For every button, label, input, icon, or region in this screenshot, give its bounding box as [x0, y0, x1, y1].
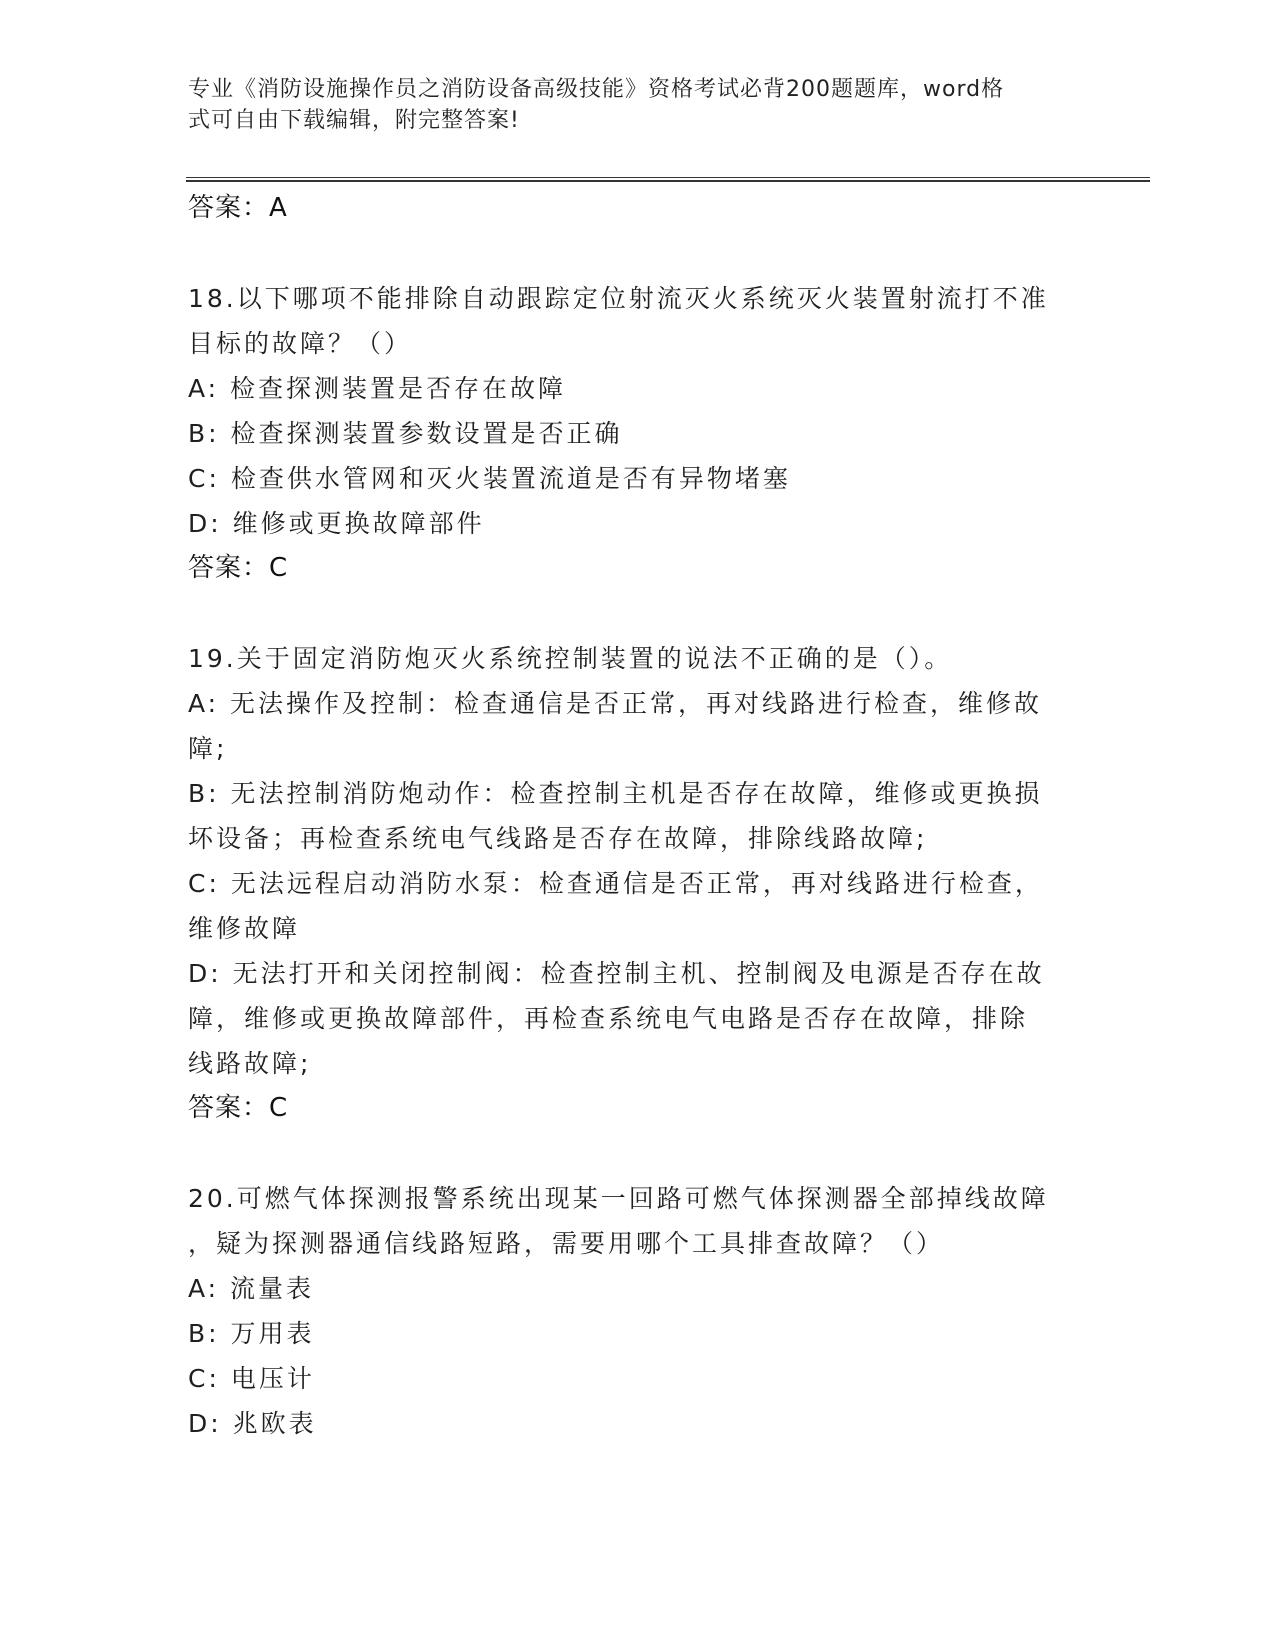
previous-answer: 答案：A — [188, 193, 288, 223]
question-stem-line: 目标的故障？（） — [188, 329, 413, 358]
spacer — [188, 591, 1088, 636]
option-a: A: 流量表 — [188, 1274, 315, 1303]
question-19 — [188, 636, 1088, 1131]
document-header — [188, 74, 1068, 136]
option-a-continued: 障; — [188, 734, 228, 763]
question-stem-line: 18.以下哪项不能排除自动跟踪定位射流灭火系统灭火装置射流打不准 — [188, 284, 1049, 313]
header-line-1: 专业《消防设施操作员之消防设备高级技能》资格考试必背200题题库，word格 — [188, 77, 1005, 102]
question-stem-line: 19.关于固定消防炮灭火系统控制装置的说法不正确的是（）。 — [188, 644, 953, 673]
spacer — [188, 231, 1088, 276]
question-18 — [188, 276, 1088, 591]
question-20 — [188, 1176, 1088, 1446]
answer: 答案：C — [188, 1093, 289, 1123]
option-d-continued: 障，维修或更换故障部件，再检查系统电气电路是否存在故障，排除 — [188, 1004, 1029, 1033]
question-stem-line: ，疑为探测器通信线路短路，需要用哪个工具排查故障？（） — [188, 1229, 945, 1258]
option-b: B: 无法控制消防炮动作：检查控制主机是否存在故障，维修或更换损 — [188, 779, 1043, 808]
option-d: D: 维修或更换故障部件 — [188, 509, 485, 538]
option-c: C: 电压计 — [188, 1364, 315, 1393]
option-c-continued: 维修故障 — [188, 914, 301, 943]
header-divider — [186, 177, 1150, 182]
spacer — [188, 1131, 1088, 1176]
option-b: B: 检查探测装置参数设置是否正确 — [188, 419, 623, 448]
option-d-continued: 线路故障; — [188, 1049, 312, 1078]
question-stem-line: 20.可燃气体探测报警系统出现某一回路可燃气体探测器全部掉线故障 — [188, 1184, 1049, 1213]
option-a: A: 无法操作及控制：检查通信是否正常，再对线路进行检查，维修故 — [188, 689, 1043, 718]
option-c: C: 无法远程启动消防水泵：检查通信是否正常，再对线路进行检查， — [188, 869, 1043, 898]
option-b: B: 万用表 — [188, 1319, 315, 1348]
question-list — [188, 186, 1088, 1446]
option-a: A: 检查探测装置是否存在故障 — [188, 374, 567, 403]
option-d: D: 无法打开和关闭控制阀：检查控制主机、控制阀及电源是否存在故 — [188, 959, 1045, 988]
option-c: C: 检查供水管网和灭火装置流道是否有异物堵塞 — [188, 464, 791, 493]
header-line-2: 式可自由下载编辑，附完整答案! — [188, 108, 520, 133]
answer: 答案：C — [188, 553, 289, 583]
option-b-continued: 坏设备；再检查系统电气线路是否存在故障，排除线路故障; — [188, 824, 928, 853]
option-d: D: 兆欧表 — [188, 1409, 317, 1438]
